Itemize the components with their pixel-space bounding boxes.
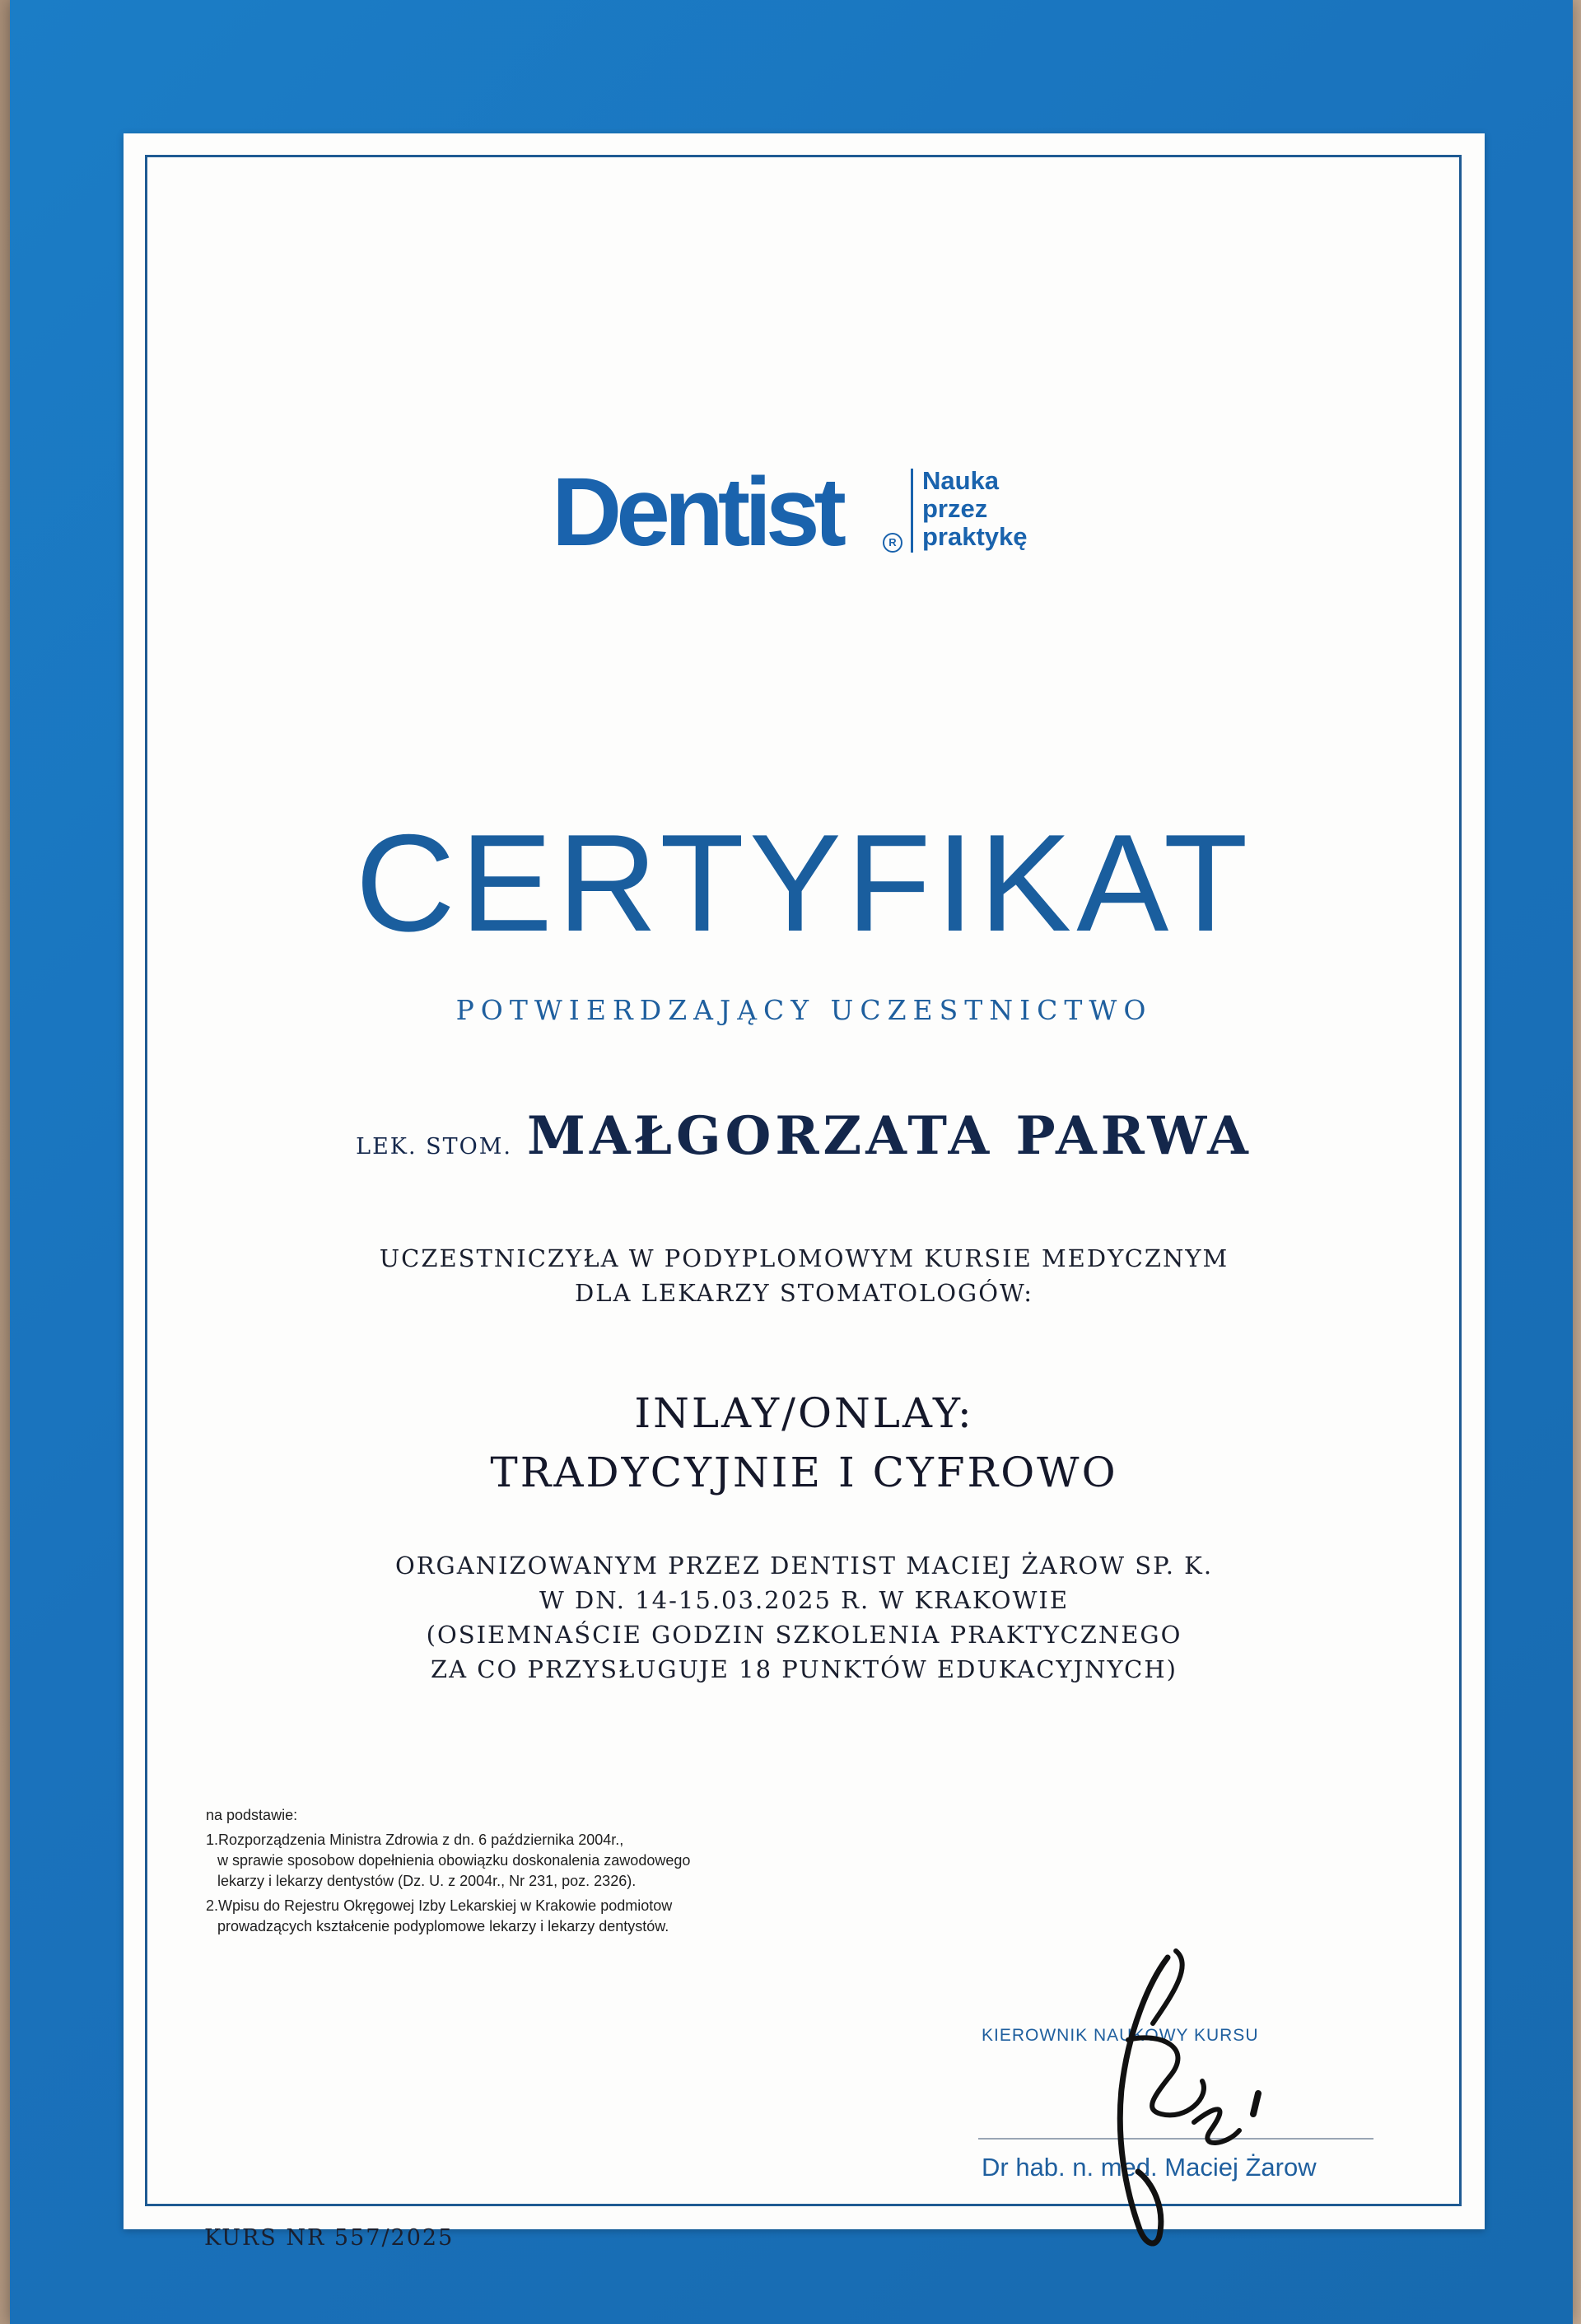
certificate-title: CERTYFIKAT [355, 805, 1253, 960]
participation-line: DLA LEKARZY STOMATOLOGÓW: [574, 1279, 1034, 1307]
dentist-logo [124, 450, 1485, 574]
organizer-line: ZA CO PRZYSŁUGUJE 18 PUNKTÓW EDUKACYJNYCH) [431, 1655, 1178, 1683]
certificate-subtitle: POTWIERDZAJĄCY UCZESTNICTWO [455, 994, 1153, 1026]
course-number: KURS NR 557/2025 [204, 2225, 455, 2251]
logo-tagline-line: praktykę [922, 522, 1028, 551]
legal-item-line: w sprawie sposobow dopełnienia obowiązku doskonalenia zawodowego [217, 1852, 691, 1869]
logo-tagline-line: przez [922, 494, 988, 523]
legal-item-line: 1.Rozporządzenia Ministra Zdrowia z dn. 6 października 2004r., [206, 1832, 624, 1848]
participation-line: UCZESTNICZYŁA W PODYPLOMOWYM KURSIE MEDYCZNYM [379, 1244, 1229, 1272]
organizer-line: W DN. 14-15.03.2025 R. W KRAKOWIE [539, 1586, 1070, 1614]
organizer-line: (OSIEMNAŚCIE GODZIN SZKOLENIA PRAKTYCZNEGO [426, 1621, 1182, 1649]
certificate-paper [124, 133, 1485, 2251]
signatory-role: KIEROWNIK NAUKOWY KURSU [982, 2026, 1259, 2045]
recipient-line [124, 1105, 1485, 1167]
registered-mark-icon: R [883, 533, 902, 553]
handwritten-signature [1070, 1933, 1285, 2254]
logo-divider [911, 469, 913, 553]
course-title [124, 1384, 1485, 1502]
logo-wordmark: Dentist [552, 458, 841, 567]
course-title-line: TRADYCYJNIE I CYFROWO [490, 1449, 1118, 1496]
recipient-title: LEK. STOM. [356, 1134, 513, 1160]
legal-heading: na podstawie: [206, 1807, 298, 1823]
logo-tagline-line: Nauka [922, 466, 1000, 495]
course-title-line: INLAY/ONLAY: [634, 1389, 974, 1437]
legal-item-line: lekarzy i lekarzy dentystów (Dz. U. z 2004r., Nr 231, poz. 2326). [217, 1873, 637, 1889]
legal-item [206, 1896, 947, 1937]
organizer-line: ORGANIZOWANYM PRZEZ DENTIST MACIEJ ŻAROW SP. K. [394, 1552, 1214, 1580]
legal-item-line: prowadzących kształcenie podyplomowe lekarzy i lekarzy dentystów. [217, 1918, 669, 1934]
logo-tagline [922, 467, 1028, 551]
participation-statement [124, 1241, 1485, 1310]
recipient-name: MAŁGORZATA PARWA [527, 1105, 1252, 1167]
signatory-name: Dr hab. n. med. Maciej Żarow [982, 2153, 1317, 2182]
legal-item-line: 2.Wpisu do Rejestru Okręgowej Izby Lekarskiej w Krakowie podmiotow [206, 1897, 673, 1914]
organizer-statement [124, 1548, 1485, 1687]
legal-basis [206, 1805, 947, 1937]
legal-item [206, 1830, 947, 1892]
